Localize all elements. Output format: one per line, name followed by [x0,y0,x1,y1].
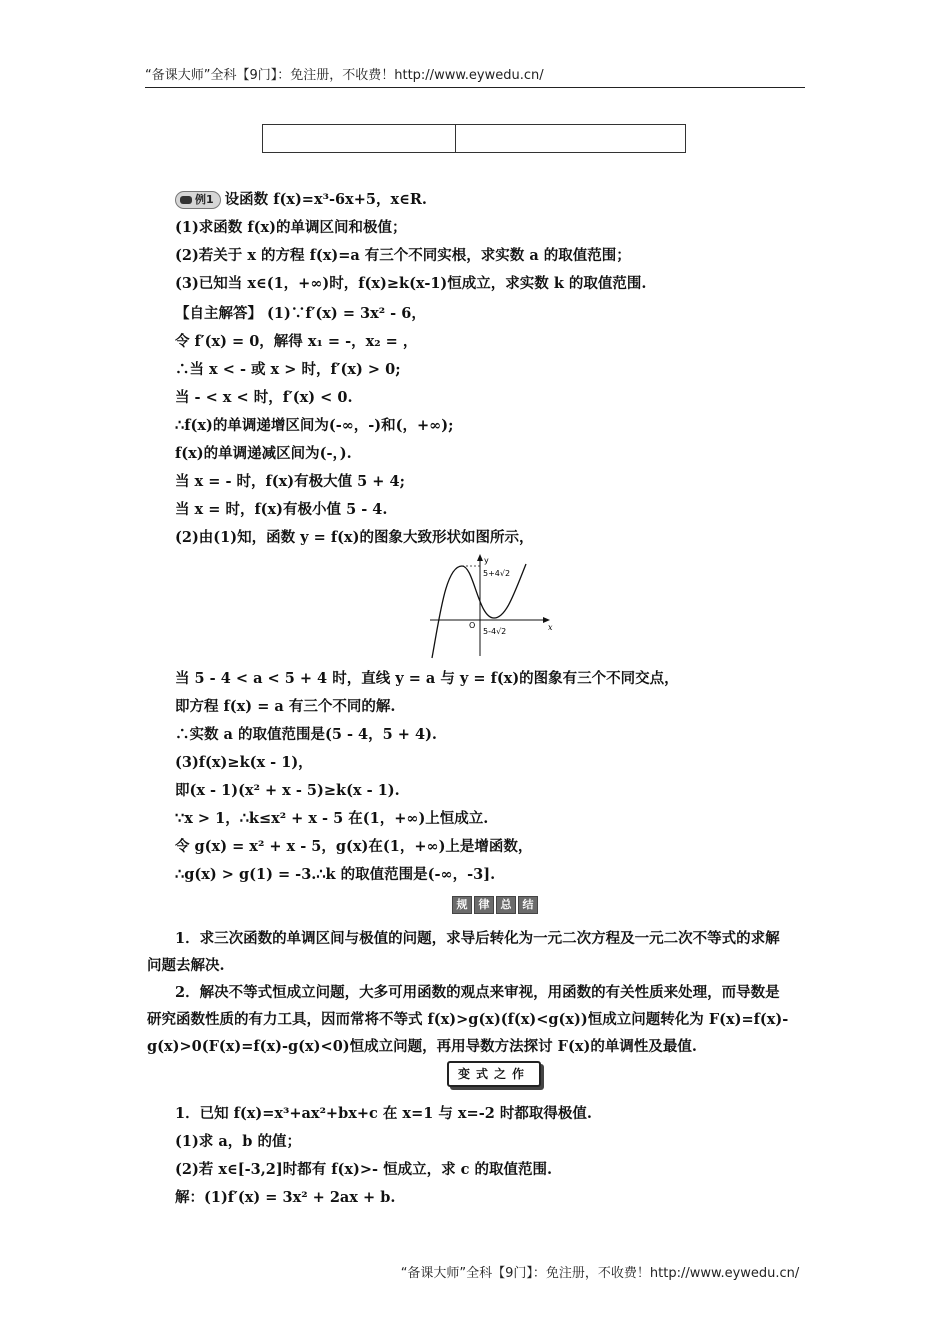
solution-line: 令 g(x) = x² + x - 5，g(x)在(1，+∞)上是增函数， [175,838,533,855]
solution-line: 当 x = 时，f(x)有极小值 5 - 4. [175,501,388,518]
banner-char: 律 [474,896,494,914]
summary-paragraph-2: 2．解决不等式恒成立问题，大多可用函数的观点来审视，用函数的有关性质来处理，而导数是研究函数性质的有力工具，因而常将不等式 f(x)>g(x)(f(x)<g(x))恒成立问题转化为 F(x)=f(x)-g(x)>0(F(x)=f(x)-g(x)<0)恒成立问题，再用导数方法探讨 F(x)的单调性及最值. [147,984,789,1055]
banner-char: 结 [518,896,538,914]
solution-line: ∴f(x)的单调递增区间为(-∞，-)和(，+∞); [175,417,454,434]
cubic-function-graph [426,554,558,660]
min-value-label: 5-4√2 [483,627,507,636]
empty-table [262,124,686,153]
variant-banner: 变式之作 [447,1061,541,1087]
solution-line: (2)由(1)知，函数 y = f(x)的图象大致形状如图所示， [175,529,534,546]
page-header [145,64,805,88]
solution-line: 即方程 f(x) = a 有三个不同的解. [175,698,396,715]
solution-line: 令 f′(x) = 0，解得 x₁ = -，x₂ = ， [175,333,418,350]
solution-line: ∴实数 a 的取值范围是(5 - 4，5 + 4). [175,726,437,743]
x-axis-label: x [548,623,553,632]
solution-line: 当 5 - 4 < a < 5 + 4 时，直线 y = a 与 y = f(x)的图象有三个不同交点， [175,670,679,687]
max-value-label: 5+4√2 [483,569,511,578]
variant-answer: 解：(1)f′(x) = 3x² + 2ax + b. [175,1189,396,1206]
table-cell [456,125,685,152]
example-intro: 设函数 f(x)=x³-6x+5，x∈R. [224,191,427,208]
solution-line: 当 x = - 时，f(x)有极大值 5 + 4; [175,473,405,490]
header-text: “备课大师”全科【9门】：免注册，不收费！http://www.eywedu.cn/ [145,68,544,83]
solution-line: ∴g(x) > g(1) = -3.∴k 的取值范围是(-∞，-3]. [175,866,496,883]
example-badge [175,191,221,209]
variant-intro: 1．已知 f(x)=x³+ax²+bx+c 在 x=1 与 x=-2 时都取得极值. [175,1105,592,1122]
solution-line: 当 - < x < 时，f′(x) < 0. [175,389,353,406]
summary-banner [452,896,538,914]
banner-char: 总 [496,896,516,914]
solution-line: (3)f(x)≥k(x - 1)， [175,754,313,771]
summary-paragraph-1: 1．求三次函数的单调区间与极值的问题，求导后转化为一元二次方程及一元二次不等式的求解问题去解决. [147,930,780,974]
solution-line: ∴当 x < - 或 x > 时，f′(x) > 0; [175,361,401,378]
variant-question-1: (1)求 a，b 的值； [175,1133,301,1150]
variant-question-2: (2)若 x∈[-3,2]时都有 f(x)>- 恒成立，求 c 的取值范围. [175,1161,553,1178]
solution-line: ∵x > 1，∴k≤x² + x - 5 在(1，+∞)上恒成立. [175,810,489,827]
footer-text: “备课大师”全科【9门】：免注册，不收费！http://www.eywedu.cn/ [400,1266,800,1281]
question-2: (2)若关于 x 的方程 f(x)=a 有三个不同实根，求实数 a 的取值范围； [175,247,631,264]
banner-char: 规 [452,896,472,914]
example-intro-line [175,190,427,210]
origin-label: O [469,621,476,630]
y-axis-label: y [484,556,489,565]
cubic-curve [432,564,526,658]
y-axis-arrow [477,554,483,561]
question-1: (1)求函数 f(x)的单调区间和极值； [175,219,407,236]
page-footer [0,1262,950,1281]
table-cell [263,125,456,152]
solution-line: 【自主解答】 (1)∵f′(x) = 3x² - 6， [175,305,426,322]
solution-line: f(x)的单调递减区间为(-，). [175,445,352,462]
question-3: (3)已知当 x∈(1，+∞)时，f(x)≥k(x-1)恒成立，求实数 k 的取值范围. [175,275,647,292]
solution-line: 即(x - 1)(x² + x - 5)≥k(x - 1). [175,782,400,799]
example-badge-label: 例1 [195,193,214,206]
pen-icon [180,196,192,204]
